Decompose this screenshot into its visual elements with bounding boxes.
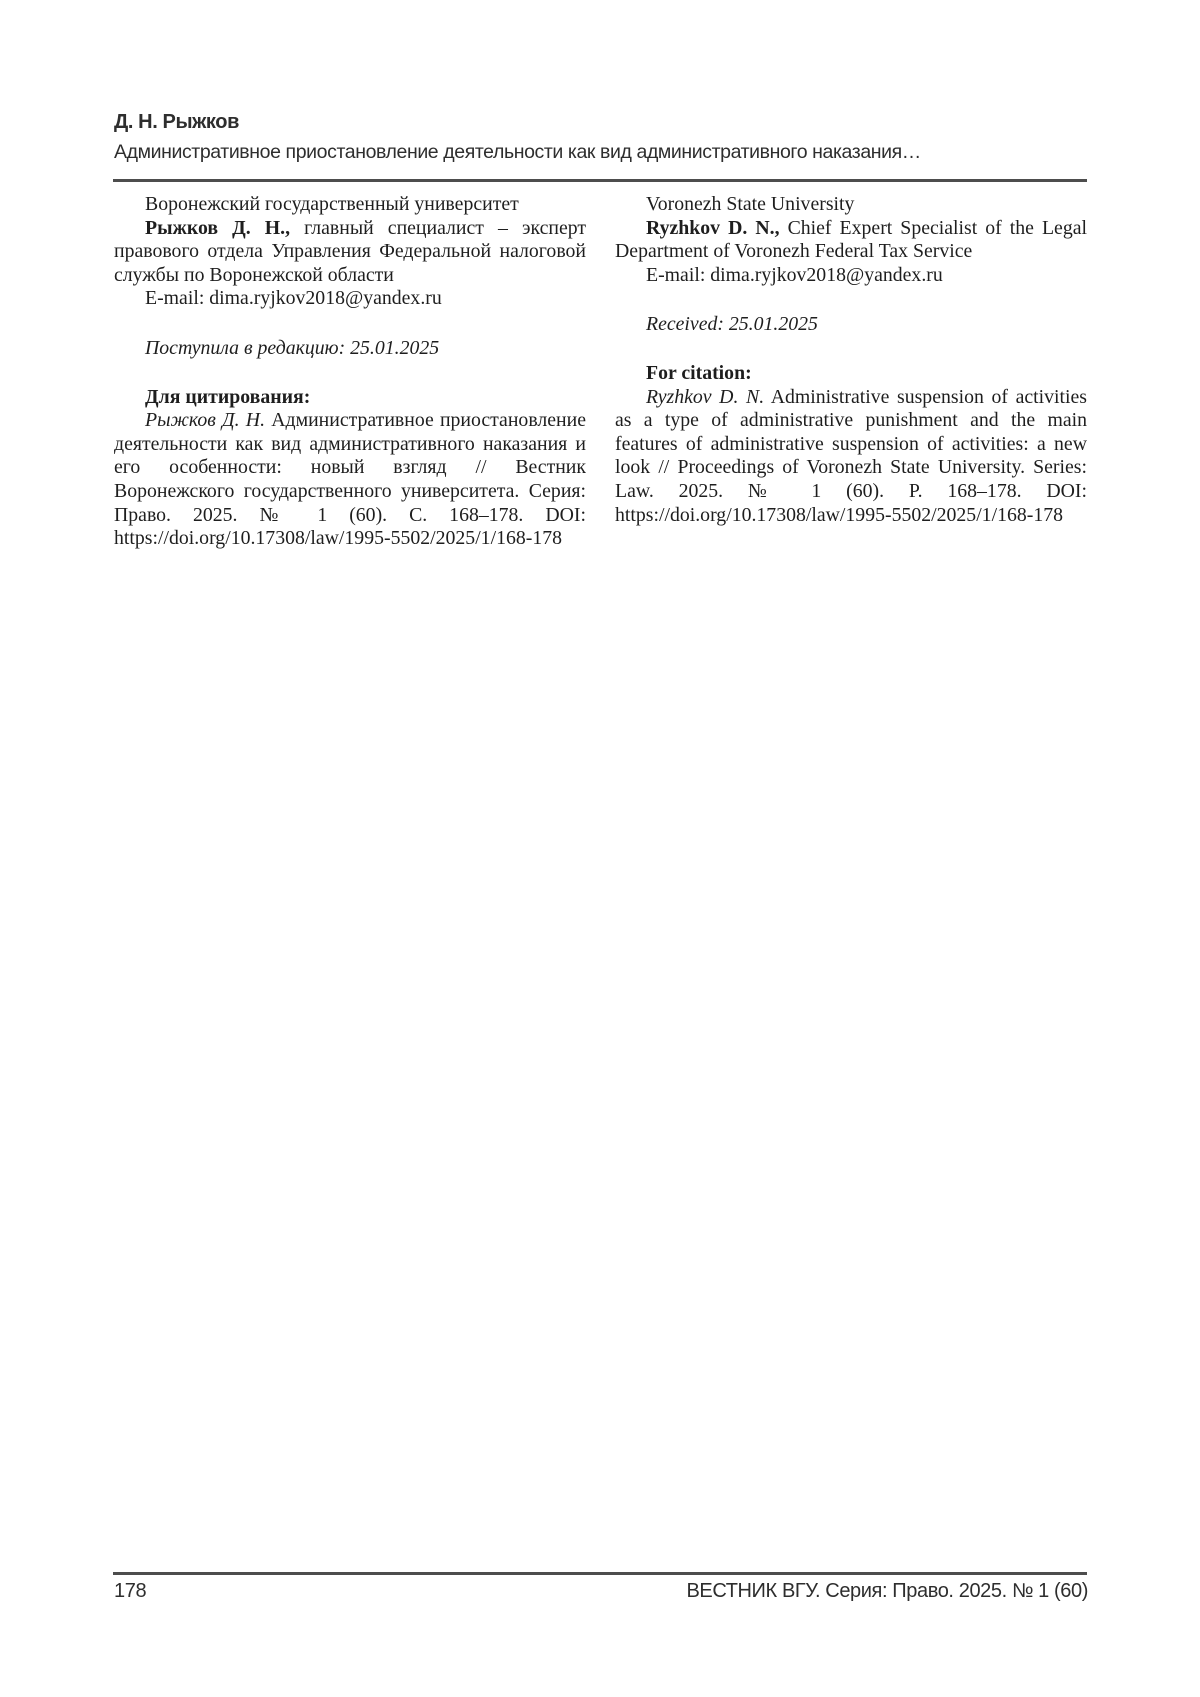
citation-ru xyxy=(114,409,586,551)
author-role-en: Chief Expert Specialist of the Legal Department of Voronezh Federal Tax Service xyxy=(615,216,1088,263)
running-header-author: Д. Н. Рыжков xyxy=(114,111,239,133)
received-date-en: Received: 25.01.2025 xyxy=(646,313,818,336)
header-rule xyxy=(113,179,1087,182)
affiliation-ru: Воронежский государственный университет xyxy=(145,193,519,215)
running-header-title: Административное приостановление деятельности как вид административного наказания… xyxy=(114,141,921,163)
email-en: E-mail: dima.ryjkov2018@yandex.ru xyxy=(646,263,943,286)
author-name-ru: Рыжков Д. Н., xyxy=(145,216,291,239)
affiliation-en: Voronezh State University xyxy=(646,193,855,215)
footer-rule xyxy=(113,1572,1087,1575)
column-russian xyxy=(114,193,586,551)
email-ru: E-mail: dima.ryjkov2018@yandex.ru xyxy=(145,287,442,310)
author-info-en xyxy=(615,217,1087,264)
citation-text-ru: Административное приостановление деятельности как вид административного наказания и его особенности: новый взгляд // Вестник Воронежского государственного университета. Серия: Право. 2025. № 1 (60). С. 168–178. DOI: https://doi.org/10.17308/law/1995-5502/2025/1/168-178 xyxy=(114,409,586,550)
author-name-en: Ryzhkov D. N., xyxy=(646,216,780,239)
journal-title-footer: ВЕСТНИК ВГУ. Серия: Право. 2025. № 1 (60) xyxy=(686,1580,1088,1602)
author-info-ru xyxy=(114,217,586,288)
column-english xyxy=(615,193,1087,551)
two-column-layout xyxy=(114,193,1088,551)
running-header xyxy=(114,110,1088,164)
citation-en xyxy=(615,386,1087,528)
page-number: 178 xyxy=(114,1580,147,1602)
received-date-ru: Поступила в редакцию: 25.01.2025 xyxy=(145,336,440,359)
citation-author-en: Ryzhkov D. N. xyxy=(646,385,765,408)
citation-heading-ru: Для цитирования: xyxy=(145,385,311,408)
author-role-ru: главный специалист – эксперт правового отдела Управления Федеральной налоговой службы по Воронежской области xyxy=(114,216,587,286)
citation-author-ru: Рыжков Д. Н. xyxy=(145,409,266,432)
citation-heading-en: For citation: xyxy=(646,361,752,384)
citation-text-en: Administrative suspension of activities as a type of administrative punishment and the main features of administrative suspension of activities: a new look // Proceedings of Voronezh State University. Series: Law. 2025. № 1 (60). P. 168–178. DOI: https://doi.org/10.17308/law/1995-5502/2025/1/168-178 xyxy=(615,385,1087,526)
page-footer xyxy=(114,1580,1088,1603)
